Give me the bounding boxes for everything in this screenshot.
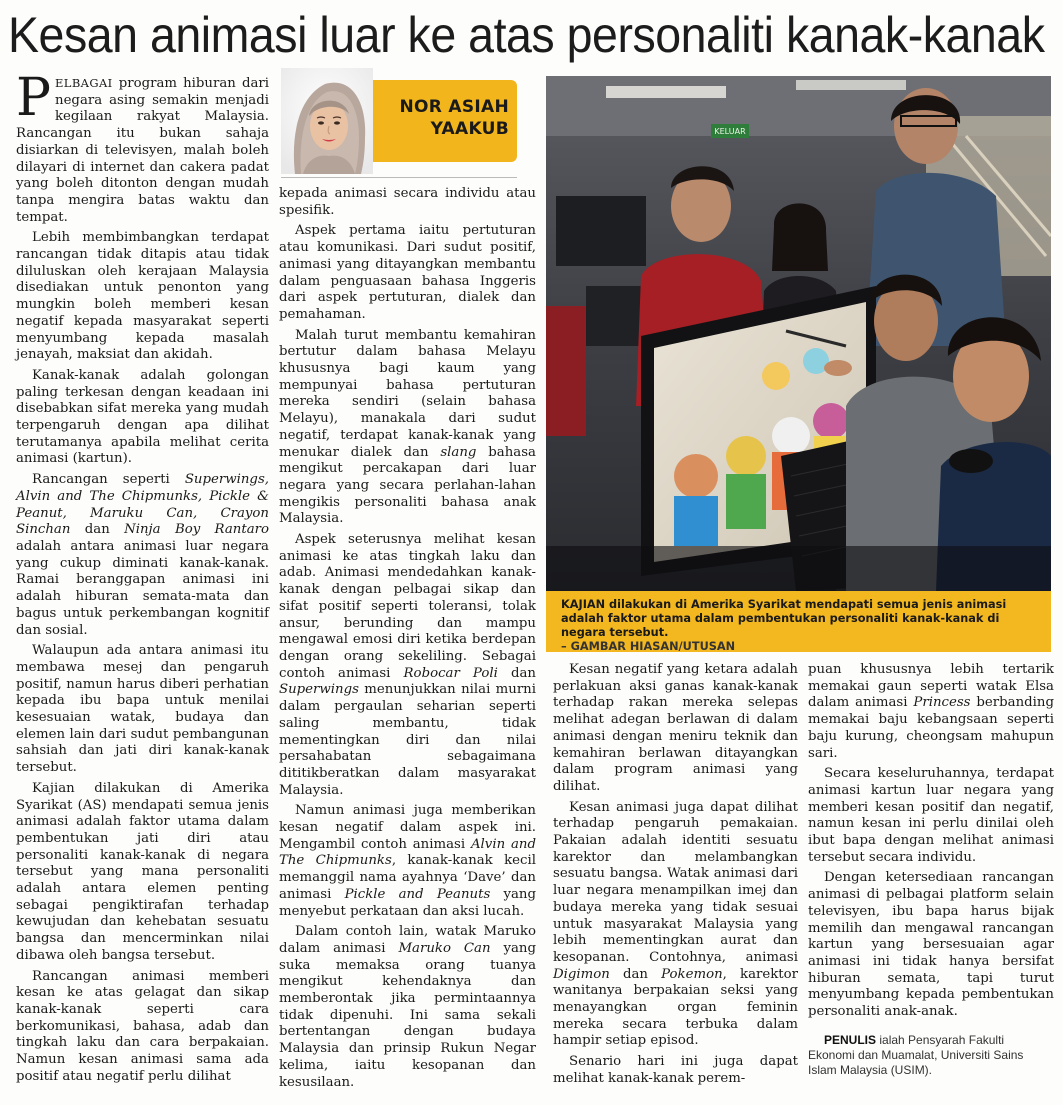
paragraph: Walaupun ada antara animasi itu membawa mesej dan pengaruh positif, namun harus diberi perhatian kepada ibu bapa untuk menilai kesesuaian watak, budaya dan elemen lain dari sudut pembangunan sahsiah dan jati diri kanak-kanak tersebut. xyxy=(16,643,269,776)
photo-credit: – GAMBAR HIASAN/UTUSAN xyxy=(561,640,736,653)
paragraph: Kesan animasi juga dapat dilihat terhadap pengaruh pemakaian. Pakaian adalah identiti sesuatu karektor dan melambangkan sesuatu bangsa. Watak animasi dari luar negara menampilkan imej dan budaya mereka yang tidak sesuai untuk masyarakat Malaysia yang lebih mementingkan aurat dan kesopanan. Contohnya, animasi Digimon dan Pokemon, karektor wanitanya berpakaian seksi yang menayangkan organ feminin mereka secara terbuka dalam hampir setiap episod. xyxy=(553,799,798,1049)
author-name-box xyxy=(359,80,517,162)
paragraph: kepada animasi secara individu atau spesifik. xyxy=(279,186,536,218)
paragraph: Kesan negatif yang ketara adalah perlakuan aksi ganas kanak-kanak terhadap rakan mereka selepas melihat adegan berlawan di dalam animasi dengan meniru teknik dan kemahiran berlawan ditayangkan dalam program animasi yang dilihat. xyxy=(553,662,798,794)
article-column-2 xyxy=(279,186,536,1091)
paragraph: Aspek pertama iaitu pertuturan atau komunikasi. Dari sudut positif, animasi yang ditayangkan membantu dalam penguasaan bahasa Inggeris dari aspek pertuturan, dialek dan pemahaman. xyxy=(279,223,536,322)
photo-caption: KAJIAN dilakukan di Amerika Syarikat mendapati semua jenis animasi adalah faktor utama dalam pembentukan personaliti kanak-kanak di negara tersebut. – GAMBAR HIASAN/UTUSAN xyxy=(546,591,1051,652)
author-portrait xyxy=(281,68,373,174)
article-column-1 xyxy=(16,68,269,1085)
author-footnote: PENULIS ialah Pensyarah Fakulti Ekonomi dan Muamalat, Universiti Sains Islam Malaysia (USIM). xyxy=(808,1032,1024,1077)
paragraph: Senario hari ini juga dapat melihat kanak-kanak perem- xyxy=(553,1054,798,1086)
article-column-4 xyxy=(808,662,1054,1078)
article-photo xyxy=(546,76,1051,591)
headline: Kesan animasi luar ke atas personaliti kanak-kanak xyxy=(8,7,1045,63)
article-column-3 xyxy=(553,662,798,1088)
paragraph: Dalam contoh lain, watak Maruko dalam animasi Maruko Can yang suka memaksa orang tuanya mengikut kehendaknya dan memberontak jika permintaannya tidak dipenuhi. Ini sama sekali bertentangan dengan budaya Malaysia dan prinsip Rukun Negar kelima, iaitu kesopanan dan kesusilaan. xyxy=(279,924,536,1090)
paragraph: Dengan ketersediaan rancangan animasi di pelbagai platform selain televisyen, ibu bapa harus bijak memilih dan mengawal rancangan kartun yang bersesuaian agar animasi ini tidak hanya bersifat hiburan semata, tapi turut menyumbang kepada pembentukan personaliti anak-anak. xyxy=(808,870,1054,1020)
author-name: NOR ASIAH YAAKUB xyxy=(399,97,509,139)
author-byline xyxy=(281,66,517,178)
paragraph: Rancangan animasi memberi kesan ke atas gelagat dan sikap kanak-kanak seperti cara berkomunikasi, bahasa, adab dan tingkah laku dan cara berpakaian. Namun kesan animasi sama ada positif atau negatif perlu dilihat xyxy=(16,968,269,1084)
paragraph: puan khususnya lebih tertarik memakai gaun seperti watak Elsa dalam animasi Princess berbanding memakai baju kebangsaan seperti baju kurung, cheongsam mahupun sari. xyxy=(808,662,1054,761)
drop-cap: P xyxy=(16,68,51,128)
paragraph: Malah turut membantu kemahiran bertutur dalam bahasa Melayu khususnya bagi kaum yang mempunyai bahasa pertuturan mereka sendiri (selain bahasa Melayu), manakala dari sudut negatif, terdapat kanak-kanak yang menukar dialek dan slang bahasa mengikut percakapan dari luar negara yang secara perlahan-lahan mengikis personaliti bahasa anak Malaysia. xyxy=(279,327,536,527)
paragraph: Lebih membimbangkan terdapat rancangan tidak ditapis atau tidak diluluskan oleh kerajaan Malaysia disediakan untuk penonton yang mungkin boleh memberi kesan negatif kepada masyarakat seperti menyumbang kepada masalah jenayah, maksiat dan akidah. xyxy=(16,230,269,363)
paragraph: Rancangan seperti Superwings, Alvin and The Chipmunks, Pickle & Peanut, Maruku Can, Crayon Sinchan dan Ninja Boy Rantaro adalah antara animasi luar negara yang cukup diminati kanak-kanak. Ramai beranggapan animasi ini adalah hiburan semata-mata dan bagus untuk perkembangan kognitif dan sosial. xyxy=(16,472,269,638)
exit-sign-text: KELUAR xyxy=(714,127,746,136)
paragraph: Kajian dilakukan di Amerika Syarikat (AS) mendapati semua jenis animasi adalah faktor utama dalam pembentukan jati diri atau personaliti kanak-kanak di negara tersebut yang mana personaliti adalah antara elemen penting sebagai pengiktirafan terhadap kewujudan dan kehebatan sesuatu bangsa dan mencerminkan nilai dibawa oleh bangsa tersebut. xyxy=(16,780,269,963)
paragraph: PELBAGAI program hiburan dari negara asing semakin menjadi kegilaan rakyat Malaysia. Rancangan itu bukan sahaja disiarkan di televisyen, malah boleh dilayari di internet dan cakera padat yang boleh ditonton dengan mudah tanpa mengira batas waktu dan tempat. xyxy=(16,68,269,225)
paragraph: Aspek seterusnya melihat kesan animasi ke atas tingkah laku dan adab. Animasi mendedahkan kanak-kanak dengan pelbagai sikap dan sifat positif seperti toleransi, tolak ansur, berunding dan mampu mengawal emosi diri ketika berdepan dengan orang sekeliling. Sebagai contoh animasi Robocar Poli dan Superwings menunjukkan nilai murni dalam pergaulan seharian seperti saling membantu, tidak mementingkan diri dan nilai persahabatan sebagaimana dititikberatkan dalam masyarakat Malaysia. xyxy=(279,532,536,798)
paragraph: Namun animasi juga memberikan kesan negatif dalam aspek ini. Mengambil contoh animasi Alvin and The Chipmunks, kanak-kanak kecil memanggil nama ayahnya ‘Dave’ dan animasi Pickle and Peanuts yang menyebut perkataan dan aksi lucah. xyxy=(279,803,536,919)
paragraph: Kanak-kanak adalah golongan paling terkesan dengan keadaan ini disebabkan sifat mereka yang mudah terpengaruh dengan apa dilihat terutamanya apabila melihat cerita animasi (kartun). xyxy=(16,367,269,467)
paragraph: Secara keseluruhannya, terdapat animasi kartun luar negara yang memberi kesan positif dan negatif, namun kesan ini perlu dinilai oleh ibut bapa dengan melihat animasi tersebut secara individu. xyxy=(808,766,1054,865)
